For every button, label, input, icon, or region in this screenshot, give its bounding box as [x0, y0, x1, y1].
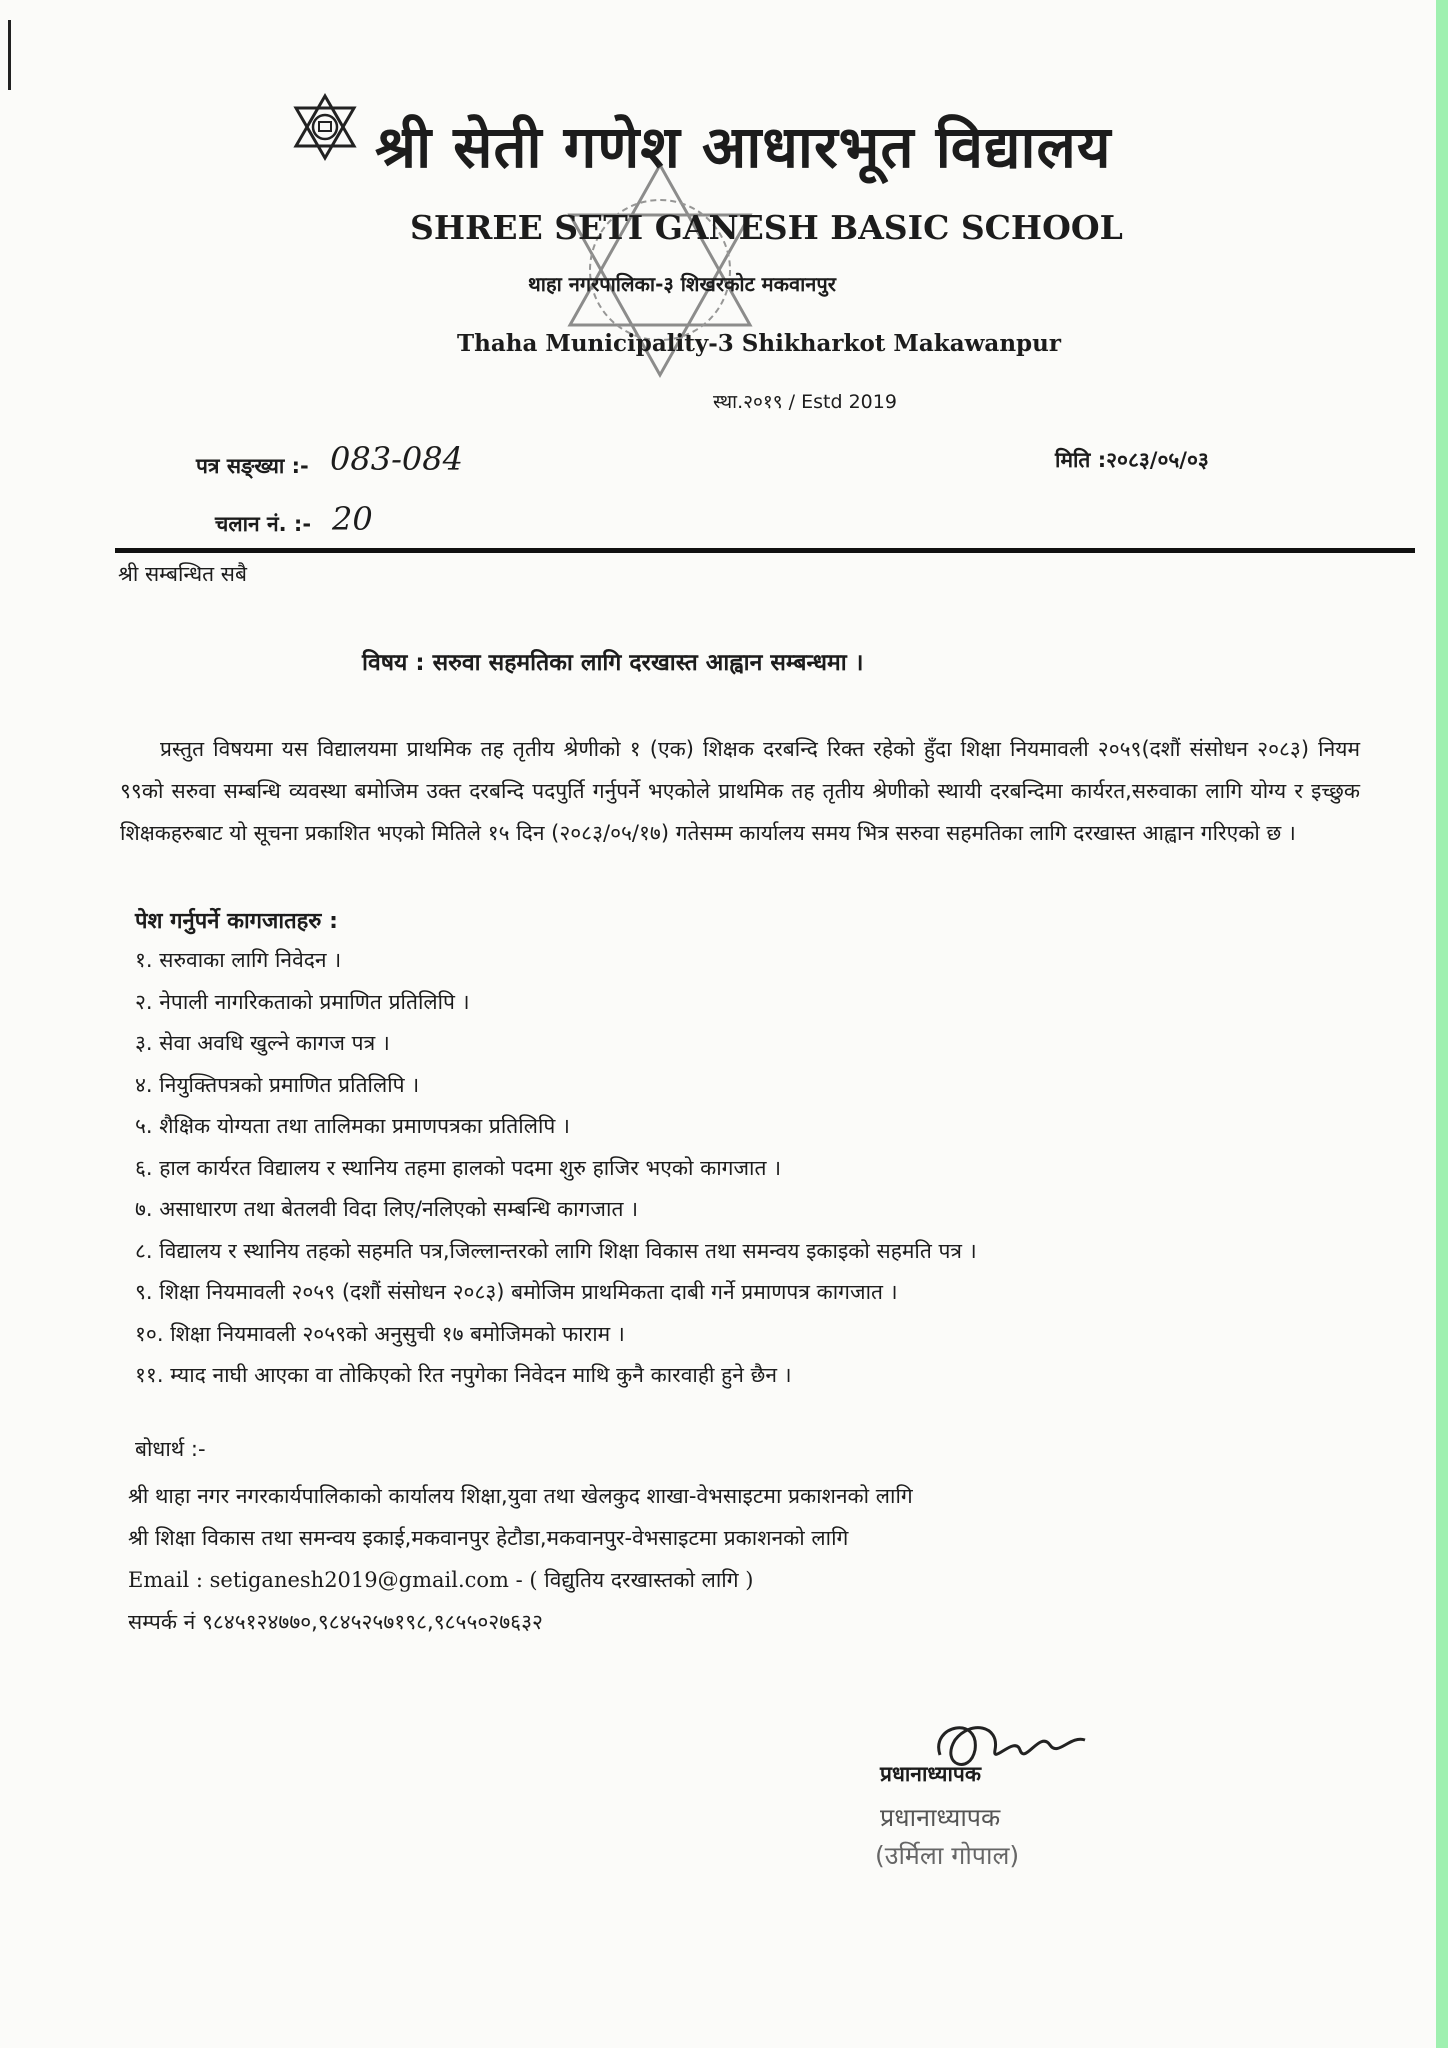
scan-edge-strip	[1436, 0, 1448, 2048]
for-information-heading: बोधार्थ :-	[135, 1437, 206, 1461]
contact-line: सम्पर्क नं ९८४५१२४७७०,९८४५२५७१९८,९८५५०२७६३२	[128, 1610, 543, 1634]
letter-body: प्रस्तुत विषयमा यस विद्यालयमा प्राथमिक तह तृतीय श्रेणीको १ (एक) शिक्षक दरबन्दि रिक्त रहेको हुँदा शिक्षा नियमावली २०५९(दशौं संसोधन २०८३) नियम ९९को सरुवा सम्बन्धि व्यवस्था बमोजिम उक्त दरबन्दि पदपुर्ति गर्नुपर्ने भएकोले प्राथमिक तह तृतीय श्रेणीको स्थायी दरबन्दिमा कार्यरत,सरुवाका लागि योग्य र इच्छुक शिक्षकहरुबाट यो सूचना प्रकाशित भएको मितिले १५ दिन (२०८३/०५/१७) गतेसम्म कार्यालय समय भित्र सरुवा सहमतिका लागि दरखास्त आह्वान गरिएको छ ।	[120, 737, 1360, 845]
dispatch-number-value: 20	[332, 500, 373, 538]
list-item: श्री थाहा नगर नगरकार्यपालिकाको कार्यालय शिक्षा,युवा तथा खेलकुद शाखा-वेभसाइटमा प्रकाशनको लागि	[128, 1484, 913, 1508]
scan-margin-mark	[8, 20, 11, 90]
school-emblem-icon	[290, 92, 360, 162]
reference-number-value: 083-084	[330, 440, 463, 478]
list-item: २. नेपाली नागरिकताको प्रमाणित प्रतिलिपि ।	[135, 989, 470, 1014]
header-divider	[115, 548, 1415, 553]
list-item: १०. शिक्षा नियमावली २०५९को अनुसुची १७ बमोजिमको फाराम ।	[135, 1321, 625, 1346]
email-line: Email : setiganesh2019@gmail.com - ( विद्युतिय दरखास्तको लागि )	[128, 1568, 754, 1592]
list-item: १. सरुवाका लागि निवेदन ।	[135, 948, 342, 972]
list-item: ७. असाधारण तथा बेतलवी विदा लिए/नलिएको सम्बन्धि कागजात ।	[135, 1197, 639, 1221]
letter-date: मिति :२०८३/०५/०३	[1055, 448, 1209, 472]
signatory-title: प्रधानाध्यापक	[880, 1762, 981, 1786]
documents-heading: पेश गर्नुपर्ने कागजातहरु :	[135, 909, 338, 934]
reference-number-label: पत्र सङ्ख्या :-	[196, 454, 309, 478]
list-item: ५. शैक्षिक योग्यता तथा तालिमका प्रमाणपत्रका प्रतिलिपि ।	[135, 1114, 570, 1138]
letter-subject: विषय : सरुवा सहमतिका लागि दरखास्त आह्वान सम्बन्धमा ।	[362, 650, 864, 676]
list-item: ११. म्याद नाघी आएका वा तोकिएको रित नपुगेका निवेदन माथि कुनै कारवाही हुने छैन ।	[135, 1363, 792, 1387]
school-name-nepali: श्री सेती गणेश आधारभूत विद्यालय	[375, 113, 1112, 181]
list-item: श्री शिक्षा विकास तथा समन्वय इकाई,मकवानपुर हेटौडा,मकवानपुर-वेभसाइटमा प्रकाशनको लागि	[128, 1526, 849, 1550]
signatory-stamp-title: प्रधानाध्यापक	[880, 1803, 1001, 1832]
dispatch-number-label: चलान नं. :-	[215, 512, 312, 536]
for-information-list	[128, 1475, 913, 1643]
established-year: स्था.२०१९ / Estd 2019	[713, 391, 897, 413]
address-english: Thaha Municipality-3 Shikharkot Makawanpur	[457, 330, 1061, 357]
list-item: ८. विद्यालय र स्थानिय तहको सहमति पत्र,जिल्लान्तरको लागि शिक्षा विकास तथा समन्वय इकाइको सहमति पत्र ।	[135, 1238, 977, 1263]
signatory-stamp-name: (उर्मिला गोपाल)	[875, 1841, 1020, 1870]
list-item: ६. हाल कार्यरत विद्यालय र स्थानिय तहमा हालको पदमा शुरु हाजिर भएको कागजात ।	[135, 1155, 782, 1180]
documents-list	[135, 940, 977, 1397]
list-item: ४. नियुक्तिपत्रको प्रमाणित प्रतिलिपि ।	[135, 1072, 420, 1097]
list-item: ९. शिक्षा नियमावली २०५९ (दशौं संसोधन २०८३) बमोजिम प्राथमिकता दाबी गर्ने प्रमाणपत्र कागजात ।	[135, 1280, 898, 1304]
school-name-english: SHREE SETI GANESH BASIC SCHOOL	[410, 208, 1123, 247]
recipient-line: श्री सम्बन्धित सबै	[118, 562, 247, 586]
address-nepali: थाहा नगरपालिका-३ शिखरकोट मकवानपुर	[528, 272, 836, 296]
list-item: ३. सेवा अवधि खुल्ने कागज पत्र ।	[135, 1031, 390, 1055]
